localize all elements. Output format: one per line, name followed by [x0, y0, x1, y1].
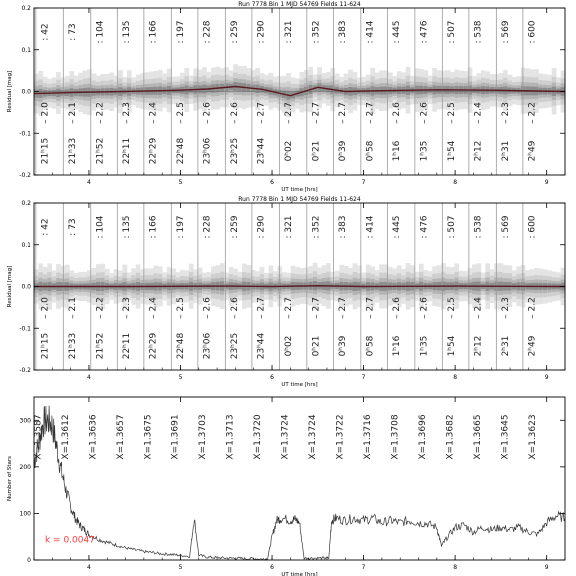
- field-number-label: : 538: [473, 215, 484, 239]
- field-number-label: : 321: [283, 215, 294, 239]
- lst-label: 2ʰ12: [473, 140, 484, 162]
- airmass-label: – 2.7: [365, 102, 376, 124]
- airmass-label: – 2.7: [256, 102, 267, 124]
- airmass-x-label: X=1.3675: [143, 414, 154, 460]
- residual-panel-top: [7, 1, 565, 193]
- lst-label: 1ʰ16: [391, 140, 402, 162]
- airmass-x-label: X=1.3657: [115, 414, 126, 460]
- lst-label: 21ʰ52: [95, 137, 106, 165]
- field-number-label: : 476: [419, 20, 430, 44]
- x-tick-label: 7: [361, 564, 366, 571]
- airmass-x-label: X=1.3716: [362, 414, 373, 460]
- lst-label: 22ʰ29: [148, 137, 159, 165]
- lst-label: 2ʰ49: [527, 140, 538, 162]
- field-number-label: : 352: [311, 20, 322, 44]
- airmass-label: – 2.4: [148, 297, 159, 319]
- airmass-label: – 2.7: [311, 102, 322, 124]
- field-number-label: : 228: [202, 215, 213, 239]
- field-number-label: : 73: [67, 23, 78, 41]
- lst-label: 21ʰ33: [67, 332, 78, 360]
- field-number-label: : 259: [229, 20, 240, 44]
- field-number-label: : 290: [256, 20, 267, 44]
- lst-label: 1ʰ54: [446, 140, 457, 162]
- lst-label: 0ʰ39: [337, 140, 348, 162]
- y-tick-label: 0.1: [21, 241, 31, 249]
- airmass-label: – 2.6: [419, 102, 430, 124]
- airmass-label: – 2.5: [446, 297, 457, 319]
- y-tick-label: 0.0: [21, 88, 31, 96]
- field-number-label: : 42: [40, 23, 51, 41]
- airmass-label: – 2.4: [473, 102, 484, 124]
- panel-title: Run 7778 Bin 1 MJD 54769 Fields 11-624: [238, 1, 361, 8]
- lst-label: 22ʰ48: [175, 332, 186, 360]
- field-number-label: : 507: [446, 20, 457, 44]
- airmass-label: – 2.7: [311, 297, 322, 319]
- x-tick-label: 8: [453, 179, 458, 186]
- airmass-label: – 2.2: [95, 297, 106, 319]
- airmass-label: – 2.5: [446, 102, 457, 124]
- airmass-label: – 2.7: [337, 297, 348, 319]
- lst-label: 22ʰ29: [148, 332, 159, 360]
- airmass-label: – 2.7: [283, 297, 294, 319]
- airmass-label: – 2.3: [500, 297, 511, 319]
- y-tick-label: -0.2: [19, 172, 31, 179]
- airmass-label: – 2.6: [202, 102, 213, 124]
- lst-label: 21ʰ15: [40, 332, 51, 360]
- x-tick-label: 5: [178, 374, 183, 381]
- airmass-x-label: X=1.3623: [527, 414, 538, 460]
- extinction-annotation: k = 0.0047: [44, 535, 95, 546]
- field-number-label: : 383: [337, 20, 348, 44]
- airmass-label: – 2.6: [229, 297, 240, 319]
- field-number-label: : 476: [419, 215, 430, 239]
- airmass-label: – 2.7: [365, 297, 376, 319]
- field-number-label: : 135: [121, 20, 132, 44]
- airmass-x-label: X=1.3691: [170, 414, 181, 460]
- field-number-label: : 166: [148, 215, 159, 239]
- field-number-label: : 569: [500, 20, 511, 44]
- y-tick-label: -0.1: [19, 130, 31, 138]
- airmass-label: – 2.2: [527, 102, 538, 124]
- field-number-label: : 445: [391, 20, 402, 44]
- star-count-panel: [7, 397, 565, 576]
- field-number-label: : 352: [311, 215, 322, 239]
- panel-title: Run 7778 Bin 1 MJD 54769 Fields 11-624: [238, 196, 361, 203]
- median-residual-line: [34, 286, 565, 287]
- y-tick-label: 200: [19, 463, 31, 471]
- airmass-label: – 2.5: [175, 102, 186, 124]
- field-number-label: : 259: [229, 215, 240, 239]
- field-number-label: : 538: [473, 20, 484, 44]
- airmass-label: – 2.1: [67, 102, 78, 124]
- x-axis-label: UT time [hrs]: [281, 382, 318, 388]
- x-tick-label: 9: [544, 179, 549, 186]
- lst-label: 0ʰ58: [365, 335, 376, 357]
- y-tick-label: 300: [19, 417, 31, 425]
- x-tick-label: 9: [544, 374, 549, 381]
- airmass-x-label: X=1.3724: [308, 414, 319, 460]
- x-axis-label: UT time [hrs]: [281, 187, 318, 193]
- x-tick-label: 5: [178, 564, 183, 571]
- y-axis-label: Number of Stars: [7, 455, 13, 502]
- lst-label: 2ʰ12: [473, 335, 484, 357]
- field-number-label: : 166: [148, 20, 159, 44]
- x-tick-label: 4: [87, 564, 91, 571]
- lst-label: 0ʰ21: [311, 335, 322, 357]
- plot-background: [34, 397, 565, 560]
- airmass-x-label: X=1.3645: [500, 414, 511, 460]
- x-tick-label: 7: [361, 179, 366, 186]
- lst-label: 0ʰ39: [337, 335, 348, 357]
- lst-label: 23ʰ25: [229, 137, 240, 165]
- airmass-label: – 2.6: [229, 102, 240, 124]
- lst-label: 1ʰ54: [446, 335, 457, 357]
- x-tick-label: 5: [178, 179, 183, 186]
- airmass-x-label: X=1.3612: [60, 414, 71, 460]
- field-number-label: : 414: [365, 215, 376, 239]
- airmass-label: – 2.2: [527, 297, 538, 319]
- airmass-label: – 2.7: [283, 102, 294, 124]
- field-number-label: : 569: [500, 215, 511, 239]
- x-tick-label: 8: [453, 374, 458, 381]
- lst-label: 0ʰ58: [365, 140, 376, 162]
- y-tick-label: 0.0: [21, 283, 31, 291]
- airmass-x-label: X=1.3682: [445, 414, 456, 460]
- airmass-label: – 2.0: [40, 102, 51, 124]
- airmass-label: – 2.3: [500, 102, 511, 124]
- airmass-x-label: X=1.3724: [280, 414, 291, 460]
- y-tick-label: 0.1: [21, 46, 31, 54]
- airmass-x-label: X=1.3708: [390, 414, 401, 460]
- x-axis-label: UT time [hrs]: [281, 572, 318, 576]
- field-number-label: : 104: [95, 215, 106, 239]
- field-number-label: : 197: [175, 20, 186, 44]
- y-tick-label: 0.2: [21, 200, 31, 207]
- x-tick-label: 6: [270, 564, 274, 571]
- airmass-label: – 2.6: [202, 297, 213, 319]
- airmass-label: – 2.1: [67, 297, 78, 319]
- field-number-label: : 383: [337, 215, 348, 239]
- lst-label: 0ʰ02: [283, 140, 294, 162]
- lst-label: 23ʰ25: [229, 332, 240, 360]
- airmass-label: – 2.3: [121, 297, 132, 319]
- lst-label: 22ʰ11: [121, 332, 132, 360]
- y-axis-label: Residual [mag]: [7, 265, 13, 308]
- y-tick-label: 100: [19, 510, 31, 518]
- lst-label: 1ʰ35: [419, 140, 430, 162]
- airmass-x-label: X=1.3703: [198, 414, 209, 460]
- field-number-label: : 321: [283, 20, 294, 44]
- lst-label: 21ʰ52: [95, 332, 106, 360]
- lst-label: 2ʰ31: [500, 140, 511, 162]
- airmass-x-label: X=1.3722: [335, 414, 346, 460]
- airmass-x-label: X=1.3636: [88, 414, 99, 460]
- airmass-label: – 2.5: [175, 297, 186, 319]
- x-tick-label: 6: [270, 179, 274, 186]
- airmass-label: – 2.4: [473, 297, 484, 319]
- airmass-x-label: X=1.3587: [33, 414, 44, 460]
- field-number-label: : 197: [175, 215, 186, 239]
- field-number-label: : 228: [202, 20, 213, 44]
- airmass-x-label: X=1.3665: [472, 414, 483, 460]
- y-axis-label: Residual [mag]: [7, 70, 13, 113]
- lst-label: 23ʰ44: [256, 137, 267, 165]
- y-tick-label: 0: [27, 557, 31, 564]
- airmass-x-label: X=1.3713: [225, 414, 236, 460]
- lst-label: 22ʰ11: [121, 137, 132, 165]
- lst-label: 0ʰ02: [283, 335, 294, 357]
- airmass-label: – 2.2: [95, 102, 106, 124]
- field-number-label: : 414: [365, 20, 376, 44]
- x-tick-label: 8: [453, 564, 458, 571]
- lst-label: 21ʰ15: [40, 137, 51, 165]
- airmass-label: – 2.6: [391, 102, 402, 124]
- airmass-label: – 2.6: [419, 297, 430, 319]
- lst-label: 1ʰ16: [391, 335, 402, 357]
- lst-label: 1ʰ35: [419, 335, 430, 357]
- airmass-x-label: X=1.3696: [417, 414, 428, 460]
- x-tick-label: 4: [87, 374, 91, 381]
- lst-label: 2ʰ31: [500, 335, 511, 357]
- field-number-label: : 73: [67, 218, 78, 236]
- residual-panel-middle: [7, 196, 565, 388]
- field-number-label: : 507: [446, 215, 457, 239]
- airmass-label: – 2.4: [148, 102, 159, 124]
- x-tick-label: 4: [87, 179, 91, 186]
- lst-label: 22ʰ48: [175, 137, 186, 165]
- field-number-label: : 600: [527, 20, 538, 44]
- airmass-label: – 2.7: [256, 297, 267, 319]
- lst-label: 2ʰ49: [527, 335, 538, 357]
- lst-label: 23ʰ44: [256, 332, 267, 360]
- y-tick-label: -0.1: [19, 325, 31, 333]
- airmass-x-label: X=1.3720: [253, 414, 264, 460]
- lst-label: 23ʰ06: [202, 137, 213, 165]
- lst-label: 21ʰ33: [67, 137, 78, 165]
- field-number-label: : 42: [40, 218, 51, 236]
- x-tick-label: 9: [544, 564, 549, 571]
- field-number-label: : 104: [95, 20, 106, 44]
- field-number-label: : 135: [121, 215, 132, 239]
- field-number-label: : 445: [391, 215, 402, 239]
- lst-label: 23ʰ06: [202, 332, 213, 360]
- airmass-label: – 2.0: [40, 297, 51, 319]
- x-tick-label: 6: [270, 374, 274, 381]
- field-number-label: : 600: [527, 215, 538, 239]
- field-number-label: : 290: [256, 215, 267, 239]
- y-tick-label: 0.2: [21, 5, 31, 12]
- y-tick-label: -0.2: [19, 367, 31, 374]
- airmass-label: – 2.7: [337, 102, 348, 124]
- airmass-label: – 2.6: [391, 297, 402, 319]
- x-tick-label: 7: [361, 374, 366, 381]
- lst-label: 0ʰ21: [311, 140, 322, 162]
- airmass-label: – 2.3: [121, 102, 132, 124]
